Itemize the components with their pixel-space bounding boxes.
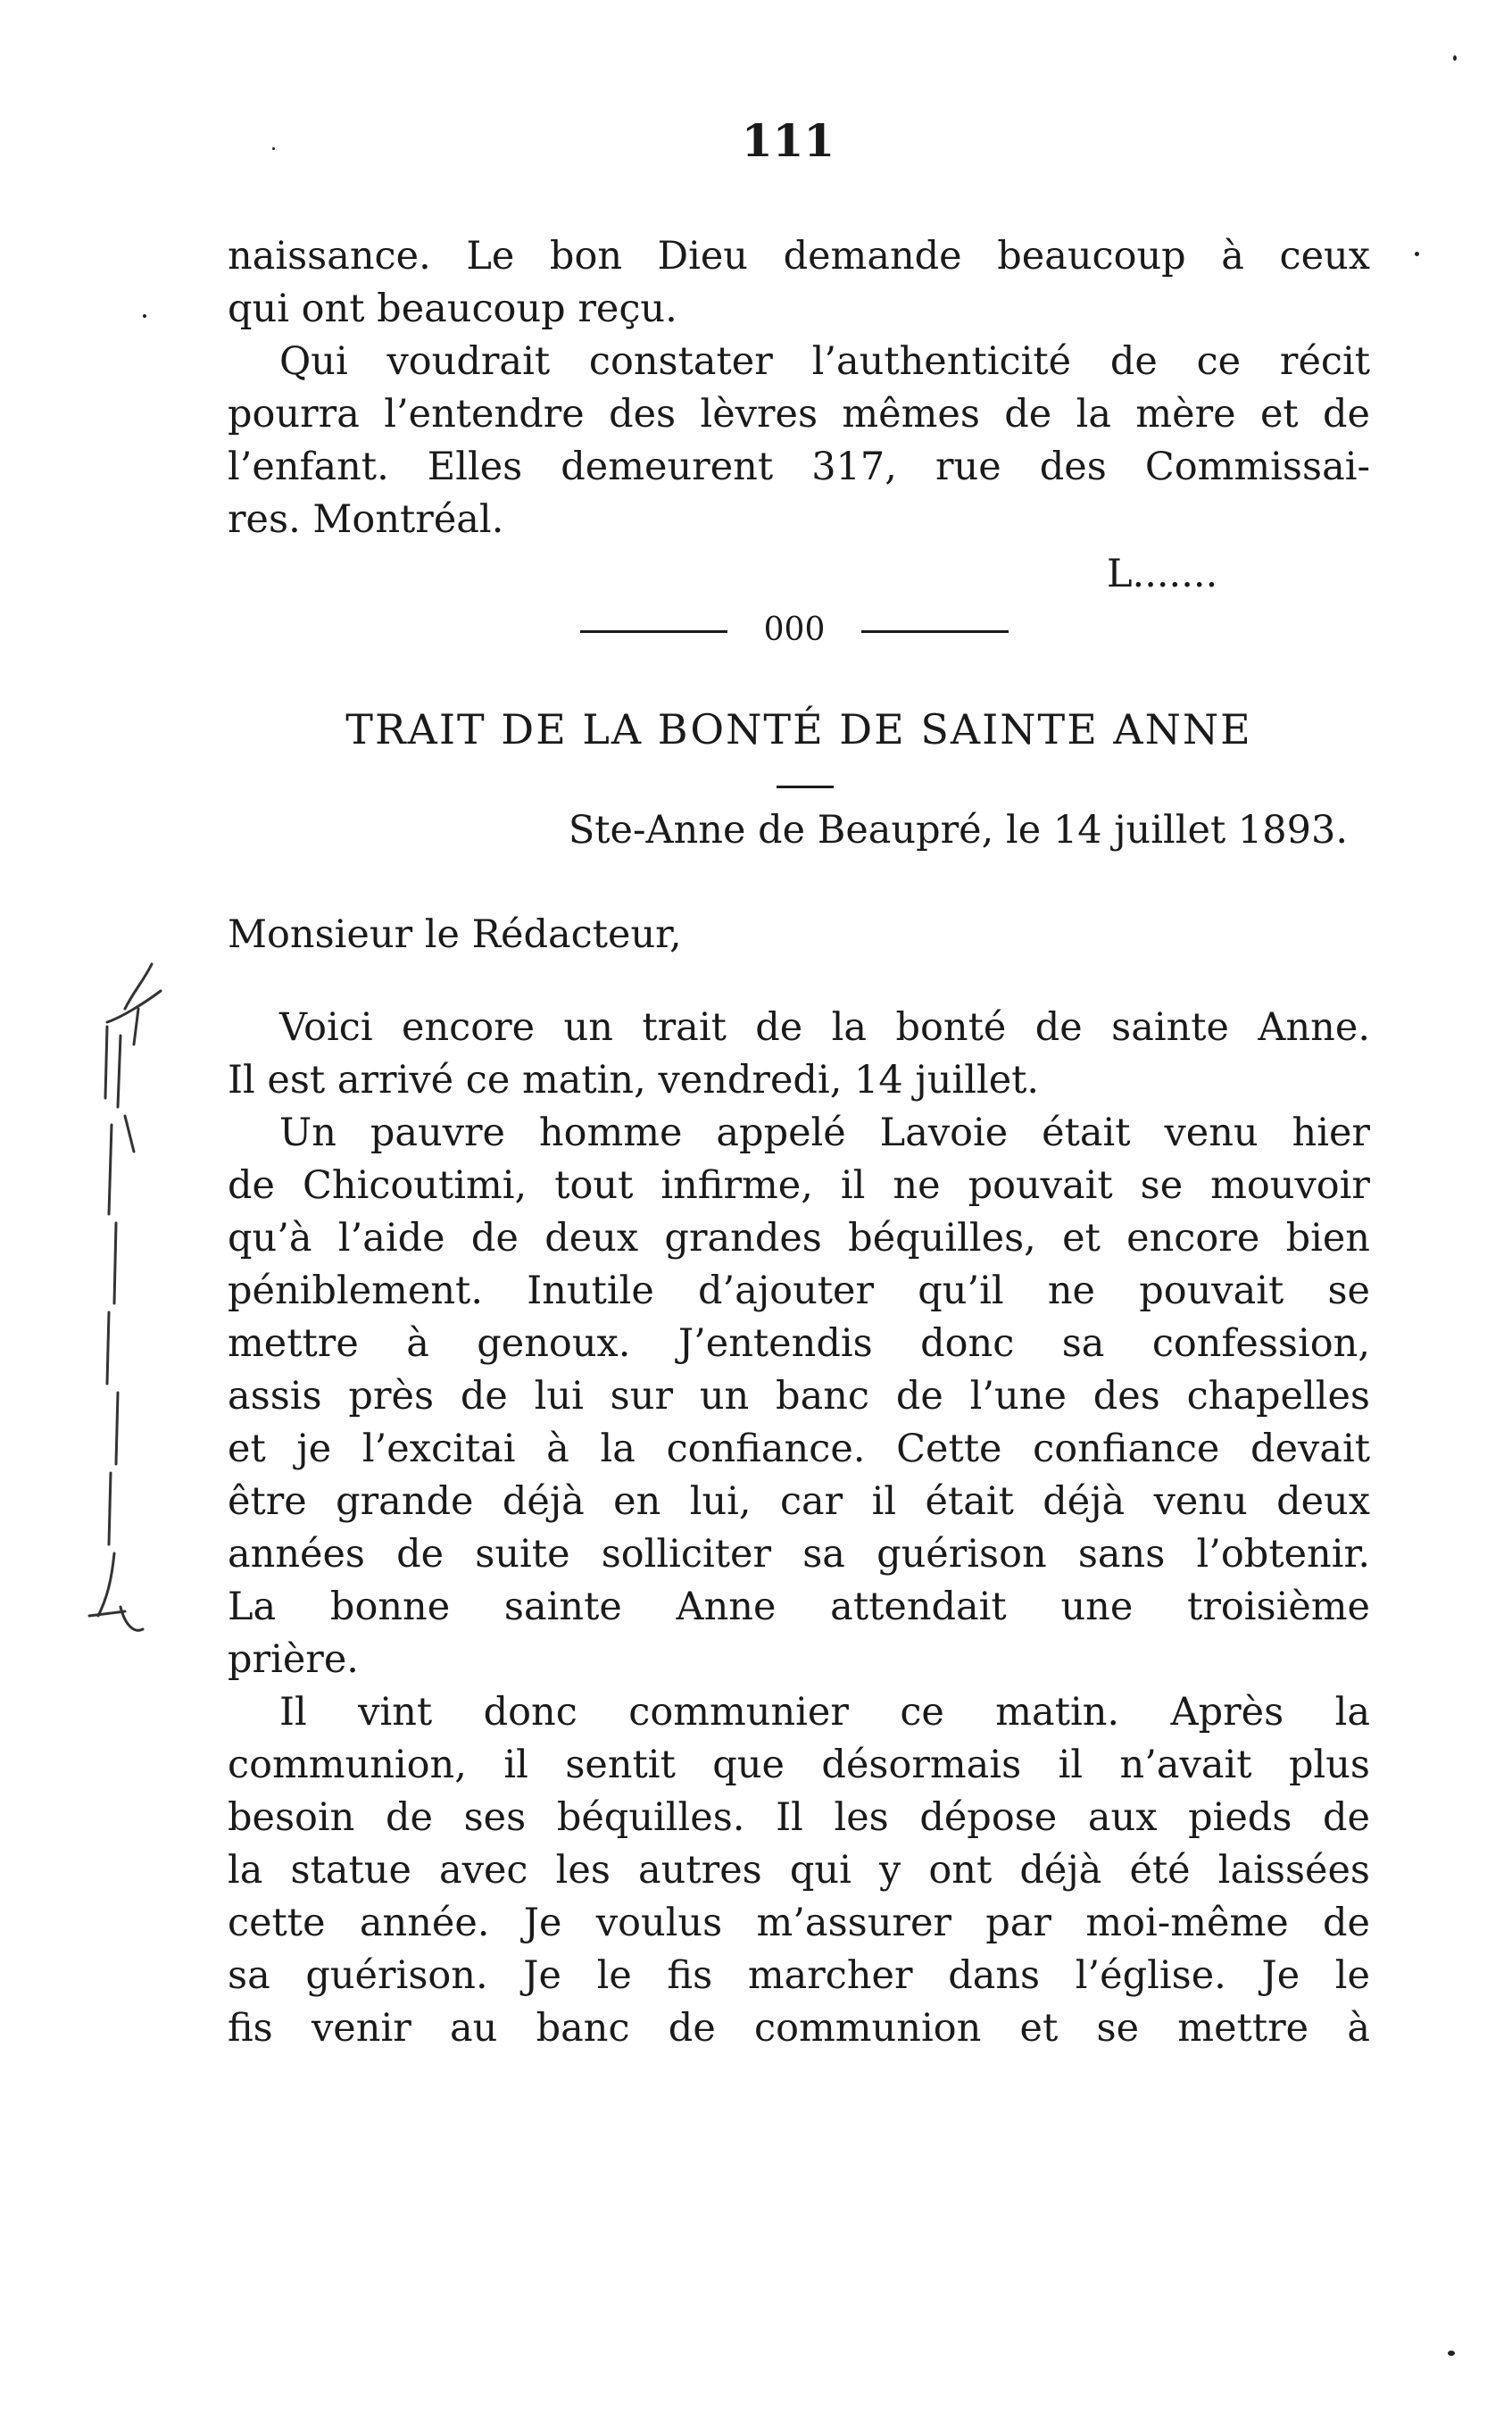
letter-paragraph-1 (228, 1002, 1370, 1107)
margin-pencil-marks (36, 920, 205, 1669)
text-line: Il est arrivé ce matin, vendredi, 14 juillet. (228, 1058, 1040, 1103)
salutation: Monsieur le Rédacteur, (228, 912, 682, 957)
top-paragraph (228, 230, 1370, 546)
section-heading: TRAIT DE LA BONTÉ DE SAINTE ANNE (345, 705, 1252, 753)
text-line: la statue avec les autres qui y ont déjà été laissées (228, 1848, 1370, 1893)
text-line: de Chicoutimi, tout infirme, il ne pouvait se mouvoir (228, 1163, 1370, 1208)
text-line: assis près de lui sur un banc de l’une des chapelles (228, 1374, 1370, 1419)
text-line: prière. (228, 1637, 359, 1682)
speck (1448, 2351, 1455, 2356)
text-line: res. Montréal. (228, 497, 504, 542)
text-line: qui ont beaucoup reçu. (228, 287, 677, 331)
text-line: être grande déjà en lui, car il était déjà venu deux (228, 1479, 1370, 1524)
text-line: sa guérison. Je le fis marcher dans l’église. Je le (228, 1953, 1370, 1998)
text-line: communion, il sentit que désormais il n’avait plus (228, 1743, 1370, 1787)
letter-paragraph-2 (228, 1107, 1370, 1686)
separator-rule-right (861, 630, 1009, 633)
text-line: Voici encore un trait de la bonté de sainte Anne. (279, 1005, 1370, 1050)
speck (1415, 252, 1419, 256)
letter-paragraph-3 (228, 1686, 1370, 2055)
signature: L....... (1107, 552, 1218, 596)
section-separator (580, 608, 1009, 653)
speck (272, 147, 275, 150)
speck (143, 314, 146, 318)
text-line: fis venir au banc de communion et se mettre à (228, 2006, 1370, 2051)
text-line: naissance. Le bon Dieu demande beaucoup à ceux (228, 234, 1370, 279)
text-line: La bonne sainte Anne attendait une troisième (228, 1585, 1370, 1629)
text-line: Un pauvre homme appelé Lavoie était venu hier (279, 1111, 1370, 1155)
heading-rule (777, 786, 834, 788)
text-line: péniblement. Inutile d’ajouter qu’il ne pouvait se (228, 1269, 1370, 1313)
text-line: années de suite solliciter sa guérison sans l’obtenir. (228, 1532, 1370, 1577)
text-line: Qui voudrait constater l’authenticité de ce récit (279, 339, 1370, 384)
text-line: besoin de ses béquilles. Il les dépose aux pieds de (228, 1795, 1370, 1840)
speck (1453, 55, 1457, 61)
text-line: et je l’excitai à la confiance. Cette confiance devait (228, 1427, 1370, 1471)
text-line: qu’à l’aide de deux grandes béquilles, et encore bien (228, 1216, 1370, 1261)
dateline: Ste-Anne de Beaupré, le 14 juillet 1893. (568, 808, 1348, 853)
text-line: l’enfant. Elles demeurent 317, rue des Commissai- (228, 445, 1370, 489)
text-line: cette année. Je voulus m’assurer par moi-même de (228, 1901, 1370, 1945)
page-number: 111 (741, 114, 835, 167)
text-line: Il vint donc communier ce matin. Après la (279, 1690, 1370, 1735)
separator-text: 000 (763, 612, 826, 648)
text-line: pourra l’entendre des lèvres mêmes de la mère et de (228, 392, 1370, 437)
text-line: mettre à genoux. J’entendis donc sa confession, (228, 1321, 1370, 1366)
